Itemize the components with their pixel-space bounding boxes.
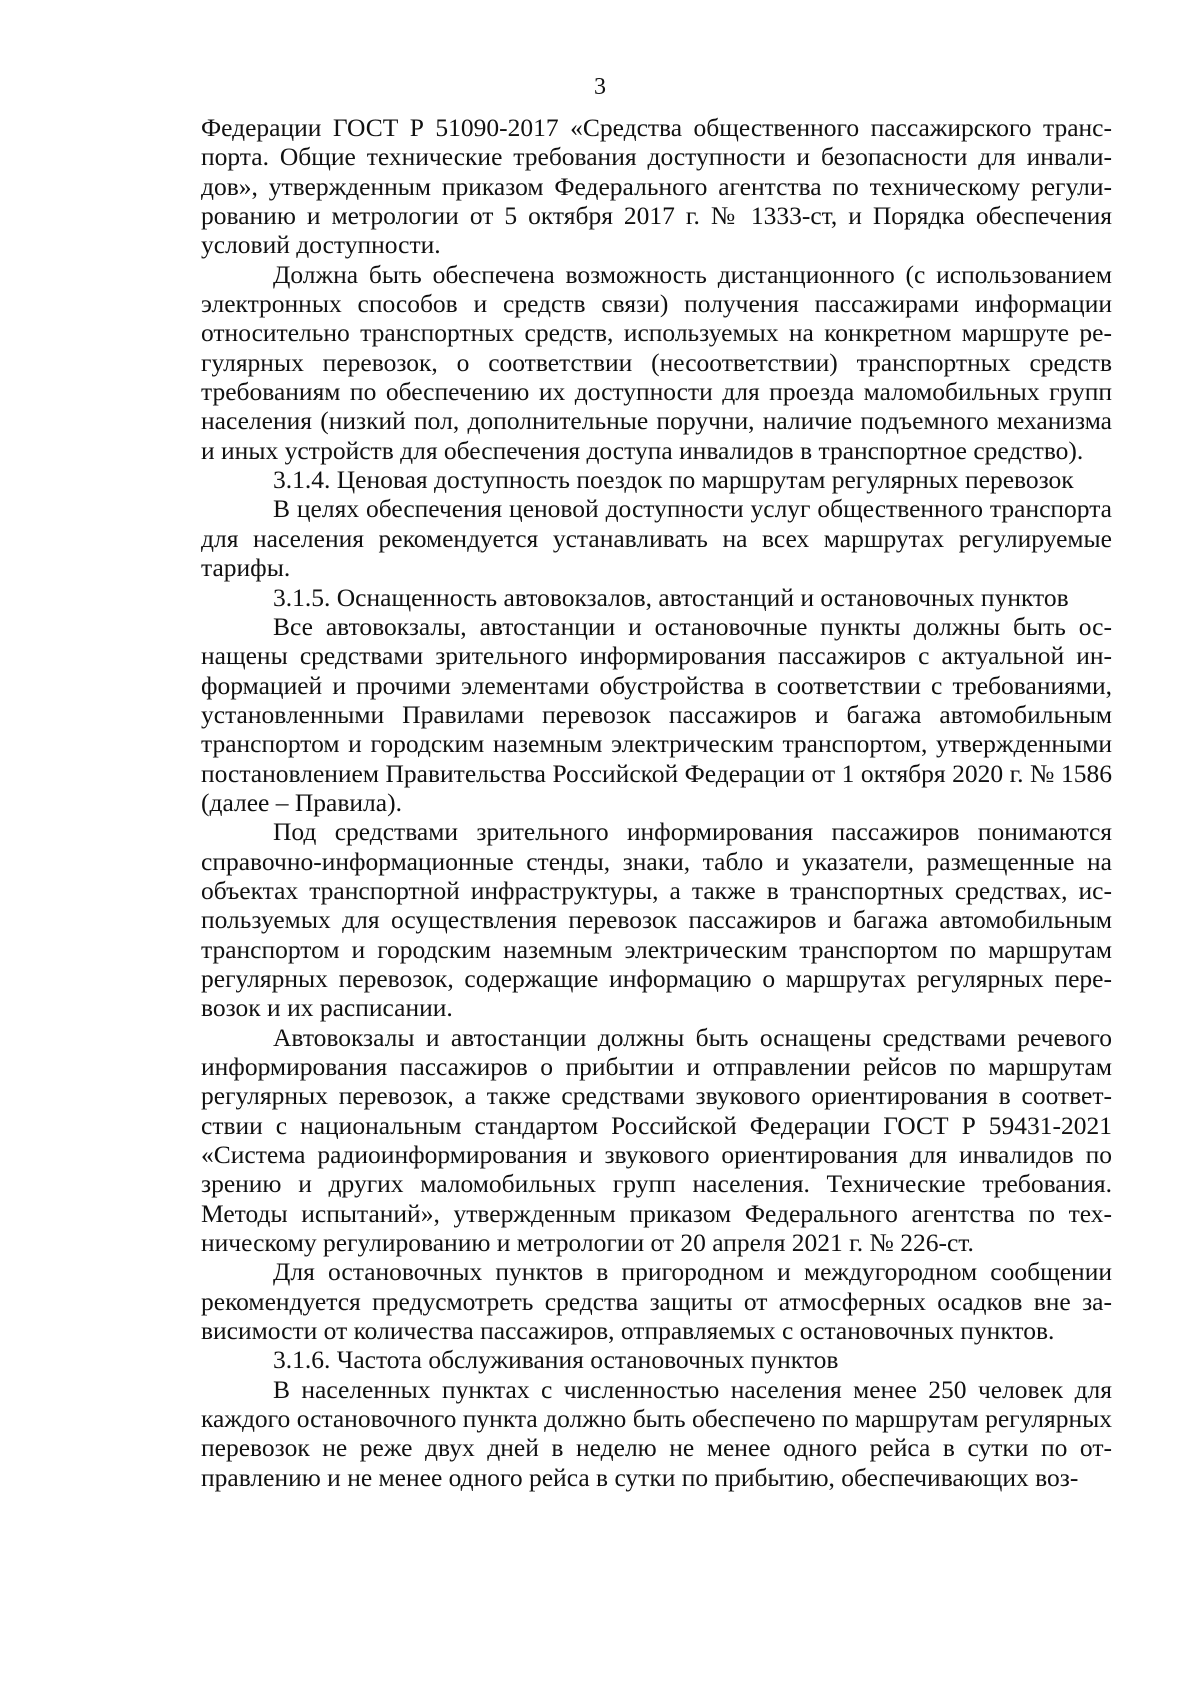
section-heading-3-1-5: 3.1.5. Оснащенность автовокзалов, автостанций и остановочных пунктов: [273, 582, 1069, 612]
paragraph-equipment: Все автовокзалы, автостанции и остановочные пункты должны быть оснащены средствами зрительного информирования пассажиров с актуальной информацией и прочими элементами обустройства в соответствии с требованиями, установленными Правилами перевозок пассажиров и багажа автомобильным транспортом и городским наземным электрическим транспортом, утвержденными постановлением Правительства Российской Федерации от 1 октября 2020 г. № 1586 (далее – Правила).: [201, 611, 1112, 817]
section-heading-3-1-4: 3.1.4. Ценовая доступность поездок по маршрутам регулярных перевозок: [273, 465, 1074, 495]
paragraph-price-availability: В целях обеспечения ценовой доступности услуг общественного транспорта для населения рекомендуется устанавливать на всех маршрутах регулируемые тарифы.: [201, 494, 1112, 583]
paragraph-service-frequency: В населенных пунктах с численностью населения менее 250 человек для каждого остановочного пункта должно быть обеспечено по маршрутам регулярных перевозок не реже двух дней в неделю не менее одного рейса в сутки по отправлению и не менее одного рейса в сутки по прибытию, обеспечивающих воз-: [201, 1374, 1112, 1492]
page-number: 3: [594, 74, 606, 100]
paragraph-continuation: Федерации ГОСТ Р 51090-2017 «Средства общественного пассажирского транспорта. Общие технические требования доступности и безопасности для инвалидов», утвержденным приказом Федерального агентства по техническому регулированию и метрологии от 5 октября 2017 г. № 1333-ст, и Порядка обеспечения условий доступности.: [201, 113, 1112, 260]
document-body: [201, 113, 1112, 1492]
paragraph-remote-info: Должна быть обеспечена возможность дистанционного (с использованием электронных способов и средств связи) получения пассажирами информации относительно транспортных средств, используемых на конкретном маршруте регулярных перевозок, о соответствии (несоответствии) транспортных средств требованиям по обеспечению их доступности для проезда маломобильных групп населения (низкий пол, дополнительные поручни, наличие подъемного механизма и иных устройств для обеспечения доступа инвалидов в транспортное средство).: [201, 259, 1112, 465]
paragraph-visual-info: Под средствами зрительного информирования пассажиров понимаются справочно-информационные стенды, знаки, табло и указатели, размещенные на объектах транспортной инфраструктуры, а также в транспортных средствах, используемых для осуществления перевозок пассажиров и багажа автомобильным транспортом и городским наземным электрическим транспортом по маршрутам регулярных перевозок, содержащие информацию о маршрутах регулярных перевозок и их расписании.: [201, 817, 1112, 1023]
paragraph-weather-protection: Для остановочных пунктов в пригородном и междугородном сообщении рекомендуется предусмотреть средства защиты от атмосферных осадков вне зависимости от количества пассажиров, отправляемых с остановочных пунктов.: [201, 1257, 1112, 1346]
paragraph-audio-info: Автовокзалы и автостанции должны быть оснащены средствами речевого информирования пассажиров о прибытии и отправлении рейсов по маршрутам регулярных перевозок, а также средствами звукового ориентирования в соответствии с национальным стандартом Российской Федерации ГОСТ Р 59431-2021 «Система радиоинформирования и звукового ориентирования для инвалидов по зрению и других маломобильных групп населения. Технические требования. Методы испытаний», утвержденным приказом Федерального агентства по техническому регулированию и метрологии от 20 апреля 2021 г. № 226-ст.: [201, 1022, 1112, 1258]
section-heading-3-1-6: 3.1.6. Частота обслуживания остановочных пунктов: [273, 1345, 839, 1375]
